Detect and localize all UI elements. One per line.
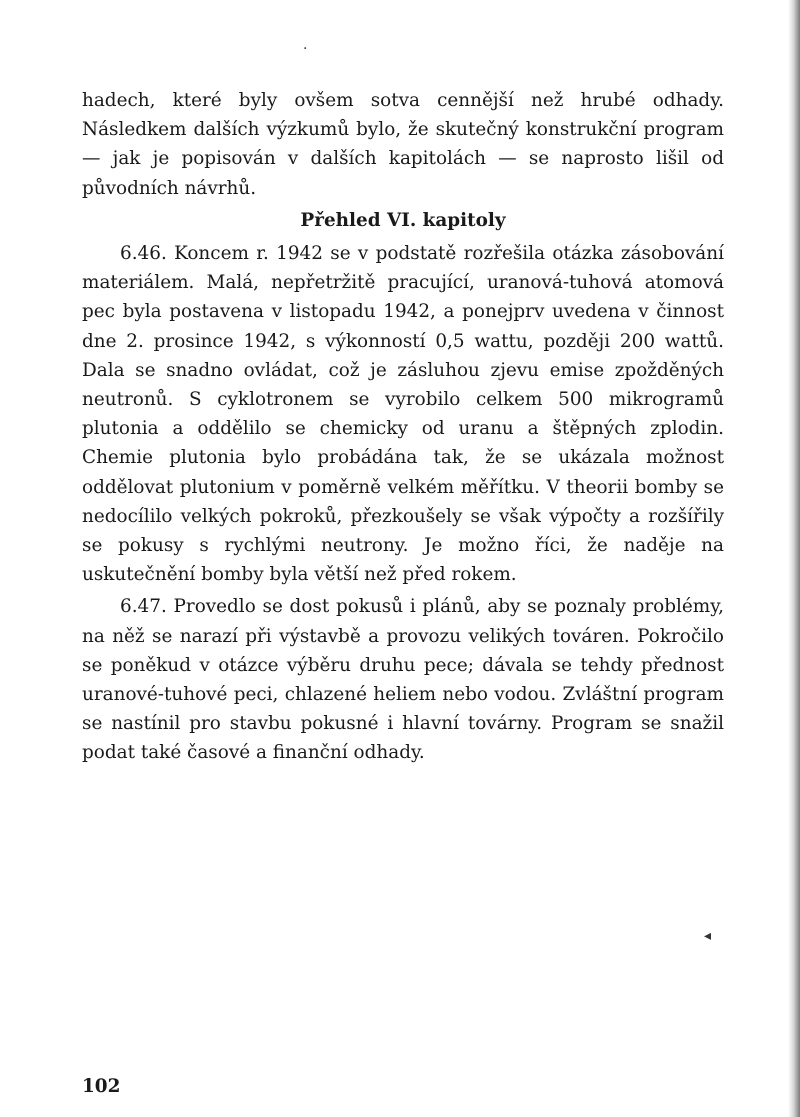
- text-block: [82, 86, 724, 768]
- page-number: 102: [82, 1076, 121, 1097]
- print-speck: ·: [303, 41, 308, 57]
- page-edge-shadow: [788, 0, 800, 1117]
- paragraph-6-46: 6.46. Koncem r. 1942 se v podstatě rozřešila otázka zásobování materiálem. Malá, nepřetržitě pracující, uranová-tuhová atomová pec byla postavena v listopadu 1942, a ponejprv uvedena v činnost dne 2. prosince 1942, s výkonností 0,5 wattu, později 200 wattů. Dala se snadno ovládat, což je zásluhou zjevu emise zpožděných neutronů. S cyklotronem se vyrobilo celkem 500 mikrogramů plutonia a oddělilo se chemicky od uranu a štěpných zplodin. Chemie plutonia bylo probádána tak, že se ukázala možnost oddělovat plutonium v poměrně velkém měřítku. V theorii bomby se nedocílilo velkých pokroků, přezkoušely se však výpočty a rozšířily se pokusy s rychlými neutrony. Je možno říci, že naděje na uskutečnění bomby byla větší než před rokem.: [82, 243, 724, 586]
- opening-paragraph: hadech, které byly ovšem sotva cennější než hrubé odhady. Následkem dalších výzkumů bylo, že skutečný konstrukční program — jak je popisován v dalších kapitolách — se naprosto lišil od původních návrhů.: [82, 90, 724, 199]
- print-speck: ◂: [704, 928, 712, 944]
- paragraph-6-47: 6.47. Provedlo se dost pokusů i plánů, aby se poznaly problémy, na něž se narazí při výstavbě a provozu velikých továren. Pokročilo se poněkud v otázce výběru druhu pece; dávala se tehdy přednost uranové-tuhové peci, chlazené heliem nebo vodou. Zvláštní program se nastínil pro stavbu pokusné i hlavní továrny. Program se snažil podat také časové a finanční odhady.: [82, 596, 724, 764]
- section-heading: Přehled VI. kapitoly: [300, 209, 506, 231]
